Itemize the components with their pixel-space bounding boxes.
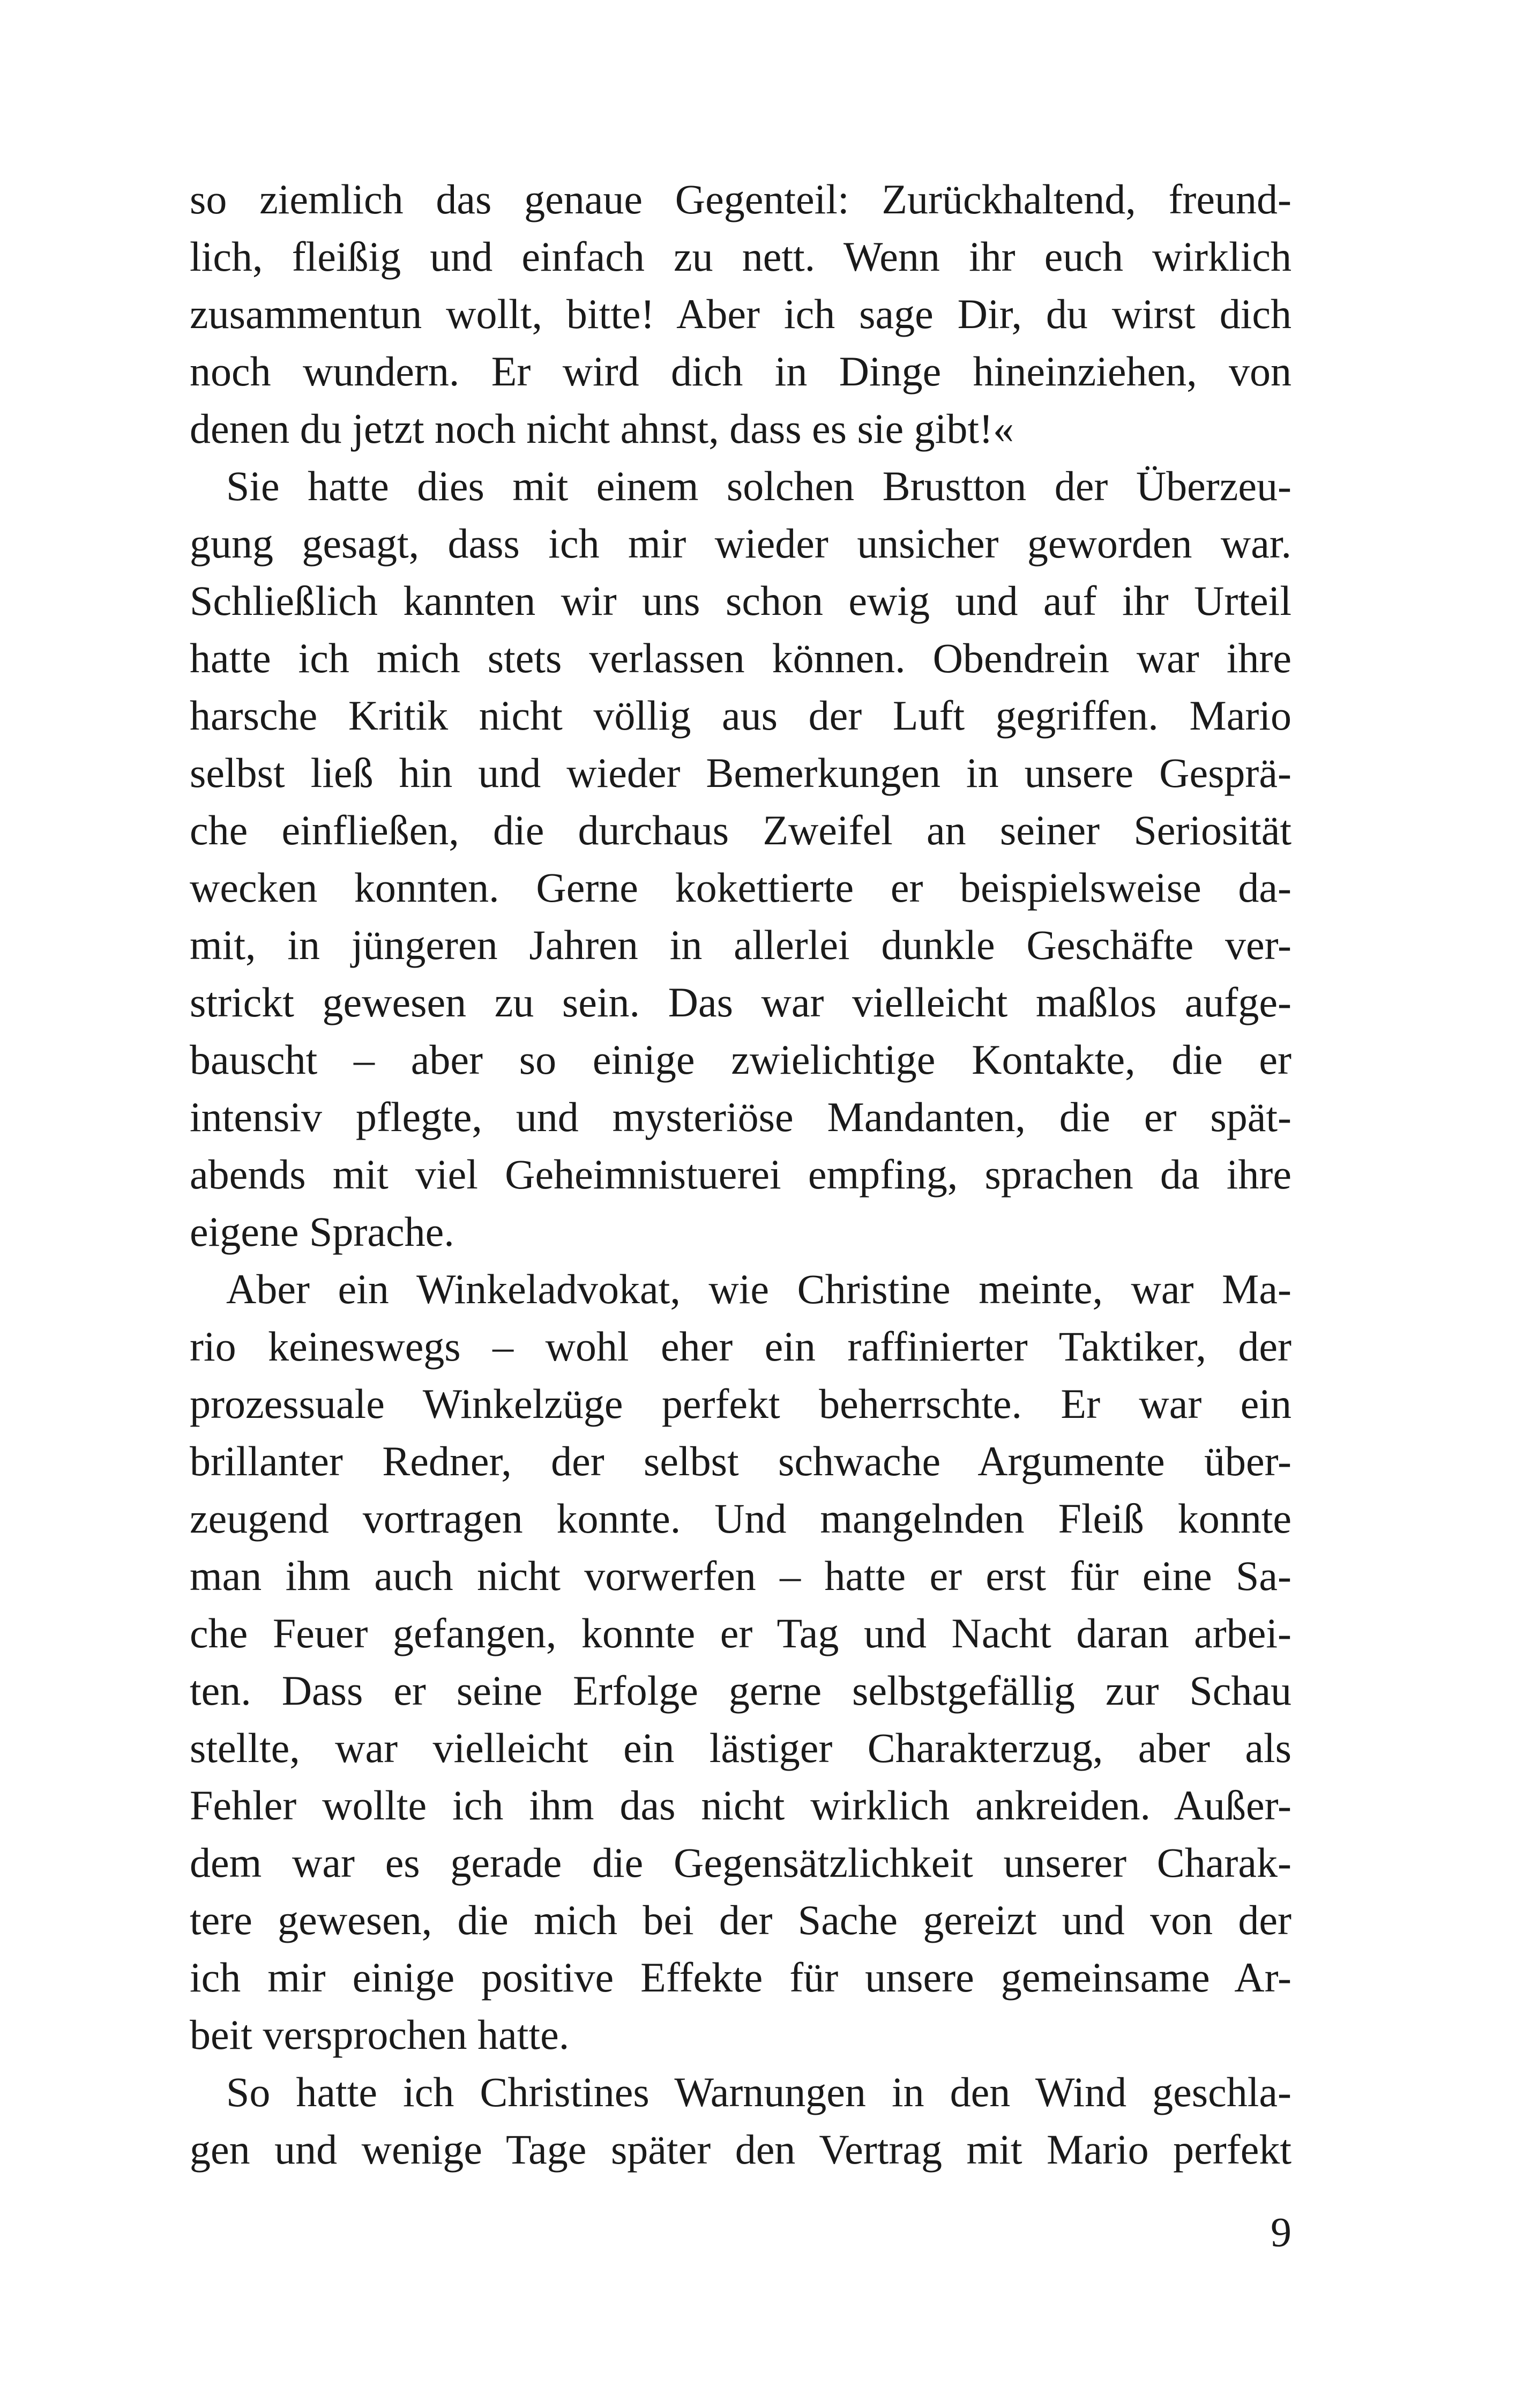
text-line: Fehler wollte ich ihm das nicht wirklich ankreiden. Außer- <box>190 1782 1291 1829</box>
text-line: lich, fleißig und einfach zu nett. Wenn ihr euch wirklich <box>190 233 1291 280</box>
text-line: ich mir einige positive Effekte für unsere gemeinsame Ar- <box>190 1954 1291 2001</box>
page-number: 9 <box>1271 2209 1291 2255</box>
text-line: tere gewesen, die mich bei der Sache gereizt und von der <box>190 1897 1291 1943</box>
text-line: strickt gewesen zu sein. Das war vielleicht maßlos aufge- <box>190 979 1291 1025</box>
text-line: hatte ich mich stets verlassen können. Obendrein war ihre <box>190 635 1291 681</box>
text-line: gung gesagt, dass ich mir wieder unsicher geworden war. <box>190 520 1291 567</box>
text-line: harsche Kritik nicht völlig aus der Luft gegriffen. Mario <box>190 692 1291 739</box>
paragraph <box>190 170 1291 457</box>
text-line: stellte, war vielleicht ein lästiger Charakterzug, aber als <box>190 1725 1291 1771</box>
text-line: beit versprochen hatte. <box>190 2011 570 2058</box>
text-line: Schließlich kannten wir uns schon ewig und auf ihr Urteil <box>190 577 1291 624</box>
text-line: wecken konnten. Gerne kokettierte er beispielsweise da- <box>190 864 1291 911</box>
text-line: gen und wenige Tage später den Vertrag mit Mario perfekt <box>190 2126 1291 2173</box>
text-line: denen du jetzt noch nicht ahnst, dass es sie gibt!« <box>190 405 1014 452</box>
paragraph <box>190 1260 1291 2063</box>
paragraph <box>190 2063 1291 2178</box>
body-text <box>190 170 1291 2178</box>
text-line: rio keineswegs – wohl eher ein raffinierter Taktiker, der <box>190 1323 1291 1370</box>
text-line: bauscht – aber so einige zwielichtige Kontakte, die er <box>190 1036 1291 1083</box>
text-line: ten. Dass er seine Erfolge gerne selbstgefällig zur Schau <box>190 1667 1291 1714</box>
text-line: so ziemlich das genaue Gegenteil: Zurückhaltend, freund- <box>190 176 1291 222</box>
text-line: intensiv pflegte, und mysteriöse Mandanten, die er spät- <box>190 1094 1291 1140</box>
text-line: dem war es gerade die Gegensätzlichkeit unserer Charak- <box>190 1839 1291 1886</box>
text-line: zeugend vortragen konnte. Und mangelnden Fleiß konnte <box>190 1495 1291 1542</box>
text-line: noch wundern. Er wird dich in Dinge hineinziehen, von <box>190 348 1291 395</box>
text-line: eigene Sprache. <box>190 1208 454 1255</box>
text-line: prozessuale Winkelzüge perfekt beherrschte. Er war ein <box>190 1380 1291 1427</box>
text-line: zusammentun wollt, bitte! Aber ich sage Dir, du wirst dich <box>190 291 1291 337</box>
paragraph <box>190 457 1291 1260</box>
text-line: che Feuer gefangen, konnte er Tag und Nacht daran arbei- <box>190 1610 1291 1656</box>
text-line: selbst ließ hin und wieder Bemerkungen in unsere Gesprä- <box>190 749 1291 796</box>
text-line: Aber ein Winkeladvokat, wie Christine meinte, war Ma- <box>226 1266 1291 1312</box>
text-line: Sie hatte dies mit einem solchen Brustton der Überzeu- <box>226 463 1291 509</box>
text-line: man ihm auch nicht vorwerfen – hatte er erst für eine Sa- <box>190 1552 1291 1599</box>
text-line: brillanter Redner, der selbst schwache Argumente über- <box>190 1438 1291 1484</box>
text-line: So hatte ich Christines Warnungen in den Wind geschla- <box>226 2069 1291 2115</box>
text-line: mit, in jüngeren Jahren in allerlei dunkle Geschäfte ver- <box>190 921 1291 968</box>
text-line: che einfließen, die durchaus Zweifel an seiner Seriosität <box>190 807 1291 853</box>
text-line: abends mit viel Geheimnistuerei empfing, sprachen da ihre <box>190 1151 1291 1198</box>
